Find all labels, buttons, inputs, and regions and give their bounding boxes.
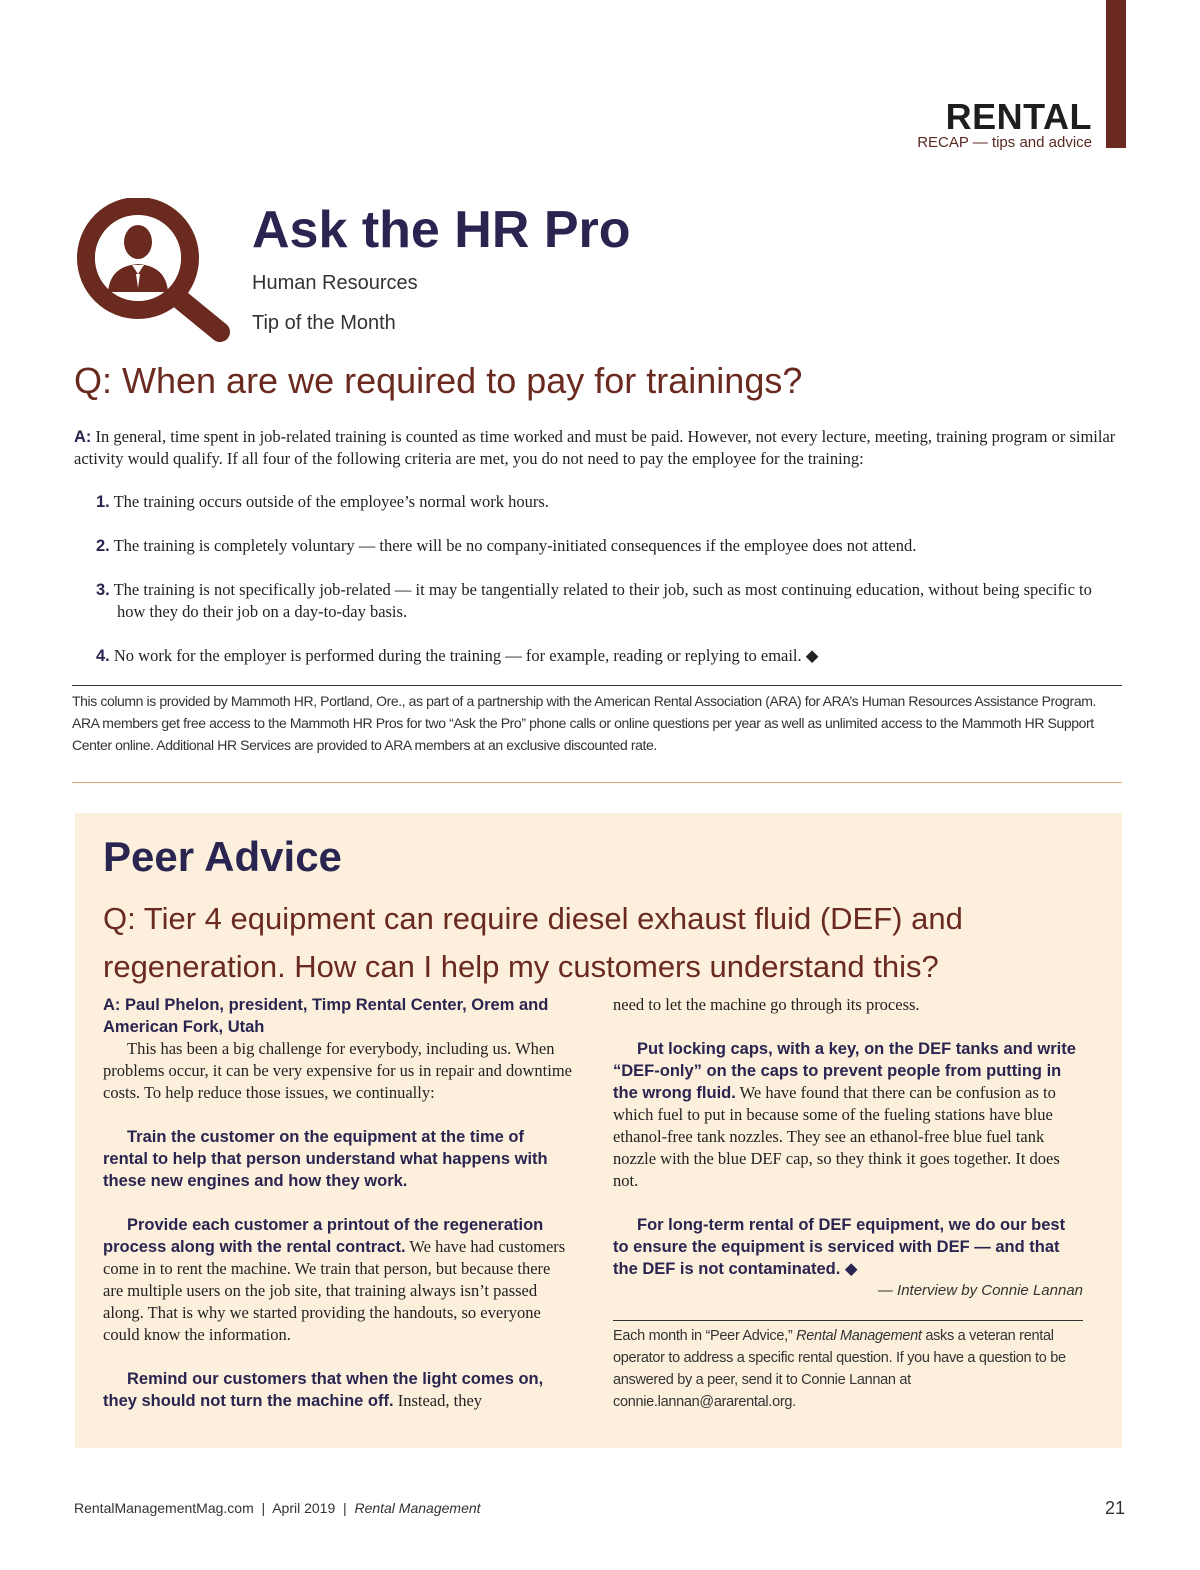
criteria-item (96, 645, 1117, 667)
hr-subtitle-1: Human Resources (252, 272, 418, 294)
peer-title: Peer Advice (103, 833, 342, 880)
footer-separator: | (335, 1500, 355, 1516)
answer-body: In general, time spent in job-related training is counted as time worked and must be paid. However, not every lecture, meeting, training program or similar activity would qualify. If all four of the following criteria are met, you do not need to pay the employee for the training: (74, 427, 1116, 468)
hr-credit-note: This column is provided by Mammoth HR, Portland, Ore., as part of a partnership with the American Rental Association (ARA) for ARA’s Human Resources Assistance Program. ARA members get free access to the Mammoth HR Pros for two “Ask the Pro” phone calls or online questions per year as well as unlimited access to the Mammoth HR Support Center online. Additional HR Services are provided to ARA members at an exclusive discounted rate. (72, 693, 1096, 753)
footer-site: RentalManagementMag.com (74, 1500, 254, 1516)
section-subtitle: RECAP — tips and advice (917, 134, 1092, 151)
byline: — Interview by Connie Lannan (877, 1282, 1083, 1299)
footer-date: April 2019 (272, 1500, 336, 1516)
criteria-item (96, 535, 1117, 557)
criteria-number: 2. (96, 537, 110, 555)
peer-column-left (103, 994, 573, 1434)
peer-note (613, 1325, 1083, 1413)
divider (72, 685, 1122, 686)
intro-paragraph: This has been a big challenge for everybody, including us. When problems occur, it can be very expensive for us in repair and downtime costs. To help reduce those issues, we continually: (103, 1039, 572, 1102)
section-title: RENTAL (945, 96, 1092, 137)
criteria-text: The training is completely voluntary — there will be no company-initiated consequences if the employee does not attend. (109, 536, 917, 555)
tip-text: We have had customers come in to rent the machine. We train that person, but because there are multiple users on the job site, that training always isn’t passed along. That is why we started providing the handouts, so everyone could know the information. (103, 1237, 566, 1344)
hr-question: Q: When are we required to pay for trainings? (74, 360, 803, 401)
criteria-text: The training occurs outside of the employee’s normal work hours. (109, 492, 549, 511)
tip-continuation: need to let the machine go through its process. (613, 995, 920, 1014)
divider (613, 1320, 1083, 1321)
footer-publication: Rental Management (354, 1500, 481, 1516)
note-text: asks a veteran rental operator to address a specific rental question. If you have a question to be answered by a peer, send it to Connie Lannan at connie.lannan@ararental.org. (613, 1328, 1066, 1410)
note-text: Each month in “Peer Advice,” (613, 1328, 797, 1344)
answer-lead: A: (74, 428, 92, 446)
tip-paragraph (613, 1038, 1083, 1192)
footer-separator: | (253, 1500, 273, 1516)
tip-bold: Provide each customer a printout of the regeneration process along with the rental contract. (103, 1216, 544, 1256)
criteria-text: No work for the employer is performed during the training — for example, reading or replying to email. ◆ (109, 646, 819, 665)
hr-subtitle-2: Tip of the Month (252, 312, 396, 334)
hr-title: Ask the HR Pro (252, 201, 631, 259)
criteria-item (96, 579, 1117, 623)
tip-bold: Put locking caps, with a key, on the DEF tanks and write “DEF-only” on the caps to prevent people from putting in the wrong fluid. (613, 1040, 1076, 1102)
note-publication: Rental Management (796, 1328, 922, 1344)
tip-paragraph: Train the customer on the equipment at the time of rental to help that person understand what happens with these new engines and how they work. (103, 1128, 548, 1190)
criteria-number: 4. (96, 647, 110, 665)
tip-text: Instead, they (393, 1391, 483, 1410)
magnifier-person-icon (72, 198, 232, 343)
criteria-text: The training is not specifically job-related — it may be tangentially related to their job, such as most continuing education, without being specific to how they do their job on a day-to-day basis. (109, 580, 1092, 621)
peer-column-right (613, 994, 1083, 1324)
tip-paragraph (103, 1368, 573, 1412)
tip-text: We have found that there can be confusion as to which fuel to put in because some of the fueling stations have blue ethanol-free tank nozzles. They see an ethanol-free blue fuel tank nozzle with the blue DEF cap, so they think it goes together. It does not. (613, 1083, 1060, 1190)
criteria-item (96, 491, 1117, 513)
answer-heading: A: Paul Phelon, president, Timp Rental Center, Orem and American Fork, Utah (103, 996, 549, 1036)
top-accent-bar (1106, 0, 1126, 148)
footer (74, 1500, 481, 1516)
page-number: 21 (1104, 1498, 1125, 1518)
hr-answer (74, 426, 1124, 470)
tip-paragraph: For long-term rental of DEF equipment, we do our best to ensure the equipment is serviced with DEF — and that the DEF is not contaminated. ◆ (613, 1216, 1066, 1278)
criteria-number: 1. (96, 493, 110, 511)
criteria-number: 3. (96, 581, 110, 599)
tip-paragraph (103, 1214, 573, 1346)
peer-question: Q: Tier 4 equipment can require diesel exhaust fluid (DEF) and regeneration. How can I help my customers understand this? (103, 901, 963, 984)
section-divider (72, 782, 1122, 783)
tip-bold: Remind our customers that when the light comes on, they should not turn the machine off. (103, 1370, 544, 1410)
